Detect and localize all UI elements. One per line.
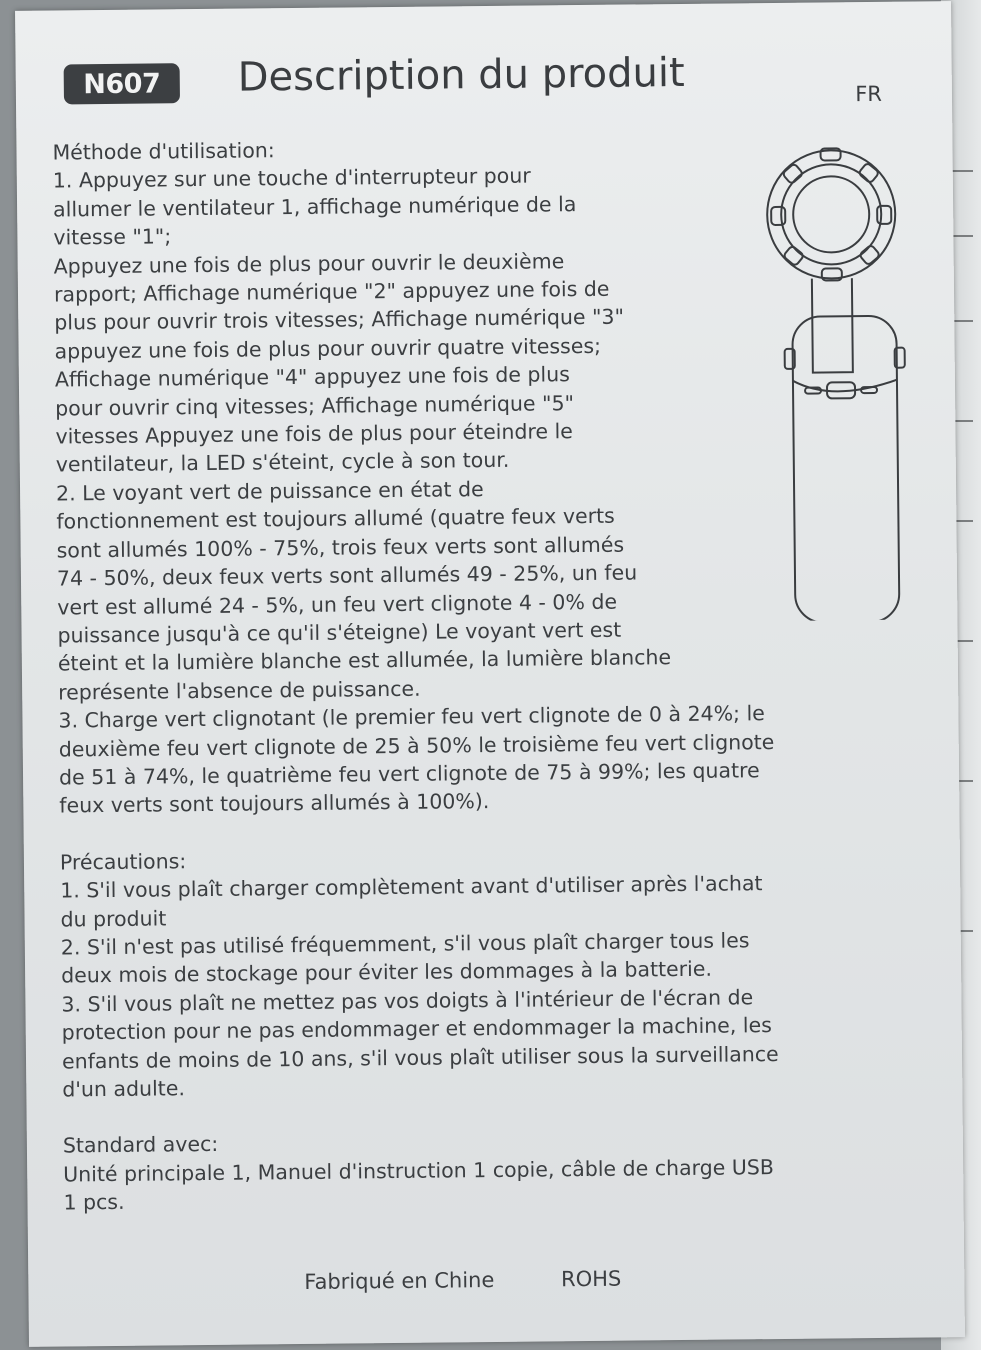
text-line: de 51 à 74%, le quatrième feu vert clignote de 75 à 99%; les quatre <box>58 758 760 790</box>
manual-sheet <box>15 1 965 1347</box>
text-line: sont allumés 100% - 75%, trois feux verts sont allumés <box>56 532 625 563</box>
text-line: fonctionnement est toujours allumé (quatre feux verts <box>56 503 615 534</box>
standard-section <box>63 1123 924 1217</box>
text-line: protection pour ne pas endommager et endommager la machine, les <box>61 1013 772 1045</box>
section-heading: Méthode d'utilisation: <box>52 138 275 165</box>
text-line: deuxième feu vert clignote de 25 à 50% le troisième feu vert clignote <box>58 729 775 762</box>
text-line: puissance jusqu'à ce qu'il s'éteigne) Le voyant vert est <box>57 617 622 648</box>
text-line: ventilateur, la LED s'éteint, cycle à son tour. <box>55 448 510 478</box>
origin-label: Fabriqué en Chine <box>304 1267 495 1294</box>
rohs-label: ROHS <box>560 1266 622 1292</box>
text-line: deux mois de stockage pour éviter les dommages à la batterie. <box>61 957 713 988</box>
text-line: vitesse "1"; <box>53 224 172 250</box>
text-line: allumer le ventilateur 1, affichage numérique de la <box>52 191 577 222</box>
text-line: vitesses Appuyez une fois de plus pour éteindre le <box>55 419 573 449</box>
text-line: 1. Appuyez sur une touche d'interrupteur pour <box>52 163 531 193</box>
text-line: 1 pcs. <box>63 1190 125 1215</box>
text-line: plus pour ouvrir trois vitesses; Affichage numérique "3" <box>54 305 625 335</box>
manual-body <box>52 130 923 1218</box>
text-line: appuyez une fois de plus pour ouvrir quatre vitesses; <box>54 333 602 364</box>
text-line: éteint et la lumière blanche est allumée, la lumière blanche <box>57 645 672 676</box>
text-line: 2. Le voyant vert de puissance en état de <box>55 476 484 506</box>
language-code: FR <box>855 81 883 107</box>
section-heading: Standard avec: <box>62 1132 219 1158</box>
footer <box>304 1266 681 1294</box>
text-line: Appuyez une fois de plus pour ouvrir le deuxième <box>53 248 565 279</box>
text-line: 3. Charge vert clignotant (le premier feu vert clignote de 0 à 24%; le <box>58 701 765 733</box>
text-line: 1. S'il vous plaît charger complètement avant d'utiliser après l'achat <box>60 871 763 903</box>
text-line: d'un adulte. <box>62 1076 186 1102</box>
section-heading: Précautions: <box>59 848 187 875</box>
text-line: enfants de moins de 10 ans, s'il vous plaît utiliser sous la surveillance <box>61 1041 779 1074</box>
text-line: représente l'absence de puissance. <box>58 676 421 705</box>
text-line: rapport; Affichage numérique "2" appuyez une fois de <box>53 276 610 307</box>
text-line: Unité principale 1, Manuel d'instruction 1 copie, câble de charge USB <box>63 1154 774 1187</box>
usage-section <box>52 130 919 821</box>
precautions-section <box>60 839 923 1104</box>
text-line: pour ouvrir cinq vitesses; Affichage numérique "5" <box>55 390 575 421</box>
page-title: Description du produit <box>237 49 685 101</box>
text-line: Affichage numérique "4" appuyez une fois de plus <box>54 362 570 392</box>
text-line: 3. S'il vous plaît ne mettez pas vos doigts à l'intérieur de l'écran de <box>61 985 754 1017</box>
text-line: 2. S'il n'est pas utilisé fréquemment, s'il vous plaît charger tous les <box>60 928 750 960</box>
model-badge: N607 <box>64 63 180 104</box>
text-line: 74 - 50%, deux feux verts sont allumés 49 - 25%, un feu <box>56 560 638 591</box>
text-line: feux verts sont toujours allumés à 100%). <box>59 789 490 818</box>
text-line: vert est allumé 24 - 5%, un feu vert clignote 4 - 0% de <box>57 589 618 620</box>
header <box>64 47 925 126</box>
text-line: du produit <box>60 905 167 932</box>
